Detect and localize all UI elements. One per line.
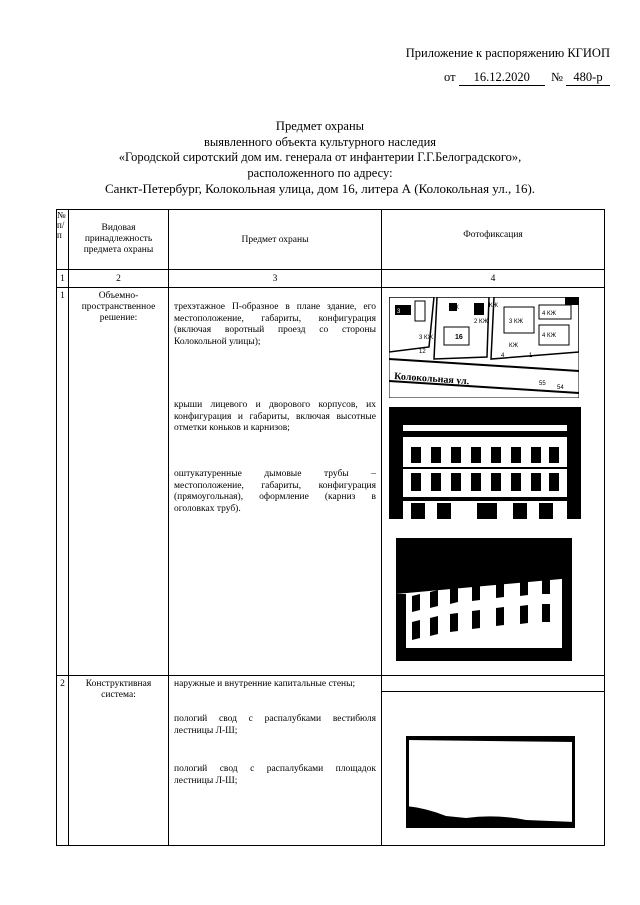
svg-text:4 КЖ: 4 КЖ xyxy=(542,311,557,317)
perspective-photo xyxy=(396,538,572,661)
svg-text:1: 1 xyxy=(529,353,533,359)
col-num-2: 2 xyxy=(69,270,169,288)
svg-text:2 КЖ: 2 КЖ xyxy=(474,319,489,325)
subject-item: трехэтажное П-образное в плане здание, его местоположение, габариты, конфигурация (включая воротный проезд со стороны Колокольной улицы); xyxy=(174,302,376,347)
svg-text:12: 12 xyxy=(419,349,426,355)
title-line-2: выявленного объекта культурного наследия xyxy=(203,134,437,149)
svg-text:55: 55 xyxy=(539,381,546,387)
column-number-row xyxy=(57,270,605,288)
col-num-4: 4 xyxy=(382,270,605,288)
row-subject-cell xyxy=(169,288,382,676)
subject-item: пологий свод с распалубками площадок лестницы Л-Ш; xyxy=(174,764,376,786)
title-line-1: Предмет охраны xyxy=(275,119,365,133)
order-date-line xyxy=(444,70,610,86)
subject-item: крыши лицевого и дворового корпусов, их конфигурация и габариты, включая высотные отметки коньков и карнизов; xyxy=(174,400,376,433)
table-row xyxy=(57,676,605,846)
facade-photo xyxy=(389,407,581,519)
svg-text:16: 16 xyxy=(455,334,463,341)
svg-text:Колокольная ул.: Колокольная ул. xyxy=(393,371,470,388)
row-category: Объемно-пространственное решение: xyxy=(69,288,169,676)
title-line-3: «Городской сиротский дом им. генерала от инфантерии Г.Г.Белоградского», xyxy=(118,150,522,164)
svg-text:3: 3 xyxy=(397,309,401,315)
svg-text:КЖ: КЖ xyxy=(489,303,499,309)
from-label: от xyxy=(444,70,456,84)
row-subject-cell xyxy=(169,676,382,846)
order-number: 480-р xyxy=(566,70,610,86)
svg-text:4 КЖ: 4 КЖ xyxy=(542,333,557,339)
row-category: Конструктивная система: xyxy=(69,676,169,846)
row-num: 2 xyxy=(57,676,69,846)
row-photo-cell xyxy=(382,676,605,846)
document-title xyxy=(0,119,640,197)
svg-text:КЖ: КЖ xyxy=(509,343,519,349)
header-num: № п/п xyxy=(57,210,69,270)
photo-divider xyxy=(382,691,604,692)
svg-text:4: 4 xyxy=(501,353,505,359)
number-label: № xyxy=(550,70,563,84)
header-category: Видовая принадлежность предмета охраны xyxy=(69,210,169,270)
svg-text:НЖ: НЖ xyxy=(449,305,459,311)
col-num-1: 1 xyxy=(57,270,69,288)
table-header-row xyxy=(57,210,605,270)
svg-text:3 КЖ: 3 КЖ xyxy=(509,319,524,325)
title-line-5: Санкт-Петербург, Колокольная улица, дом 16, литера А (Колокольная ул., 16). xyxy=(104,181,536,196)
protection-table xyxy=(56,209,605,846)
svg-text:54: 54 xyxy=(557,385,564,391)
header-photo: Фотофиксация xyxy=(382,210,605,270)
site-map-image xyxy=(389,297,579,398)
vault-photo xyxy=(406,736,575,828)
row-num: 1 xyxy=(57,288,69,676)
appendix-header: Приложение к распоряжению КГИОП xyxy=(405,46,610,60)
table-row xyxy=(57,288,605,676)
header-subject: Предмет охраны xyxy=(169,210,382,270)
subject-item: оштукатуренные дымовые трубы – местоположение, габариты, конфигурация (прямоугольная), оформление (карниз в оголовках труб). xyxy=(174,469,376,514)
subject-item: наружные и внутренние капитальные стены; xyxy=(174,679,356,689)
order-date: 16.12.2020 xyxy=(459,70,545,86)
col-num-3: 3 xyxy=(169,270,382,288)
subject-item: пологий свод с распалубками вестибюля лестницы Л-Ш; xyxy=(174,714,376,736)
title-line-4: расположенного по адресу: xyxy=(247,165,393,180)
row-photo-cell xyxy=(382,288,605,676)
svg-text:3 КЖ: 3 КЖ xyxy=(419,335,434,341)
